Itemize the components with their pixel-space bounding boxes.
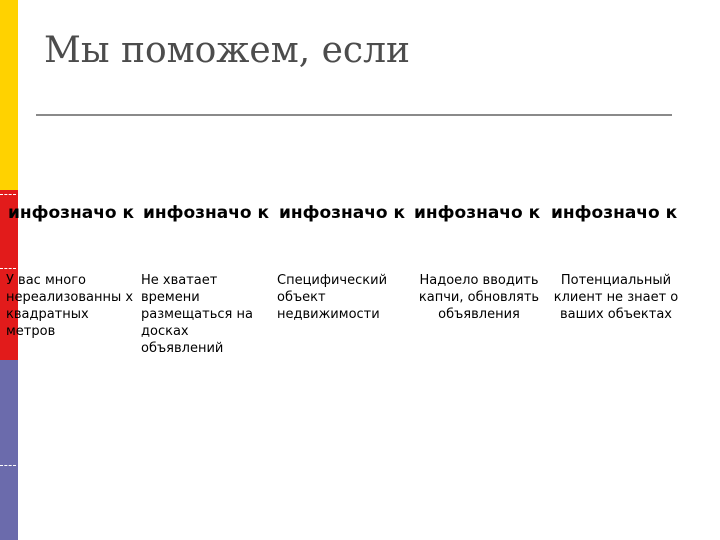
- column-4: [414, 202, 544, 322]
- column-text: Надоело вводить капчи, обновлять объявления: [418, 273, 540, 322]
- column-heading: инфозначо к: [142, 203, 270, 223]
- column-text: Потенциальный клиент не знает о ваших объектах: [553, 273, 679, 322]
- title-divider: [36, 114, 672, 116]
- column-heading: инфозначо к: [7, 203, 135, 223]
- slide-title: Мы поможем, если: [44, 30, 410, 71]
- column-3: [277, 202, 407, 322]
- column-2: [141, 202, 271, 356]
- accent-bar-purple: [0, 360, 18, 540]
- column-text: Специфический объект недвижимости: [277, 273, 388, 322]
- column-5: [551, 202, 681, 322]
- column-heading: инфозначо к: [278, 203, 406, 223]
- column-heading: инфозначо к: [414, 203, 541, 223]
- column-heading: инфозначо к: [551, 203, 678, 223]
- column-1: [6, 202, 136, 339]
- accent-bar-yellow: [0, 0, 18, 190]
- bar-tick: [0, 268, 16, 269]
- column-text: Не хватает времени размещаться на досках объявлений: [141, 273, 253, 356]
- bar-tick: [0, 465, 16, 466]
- bar-tick: [0, 194, 16, 195]
- column-text: У вас много нереализованны х квадратных метров: [6, 273, 134, 339]
